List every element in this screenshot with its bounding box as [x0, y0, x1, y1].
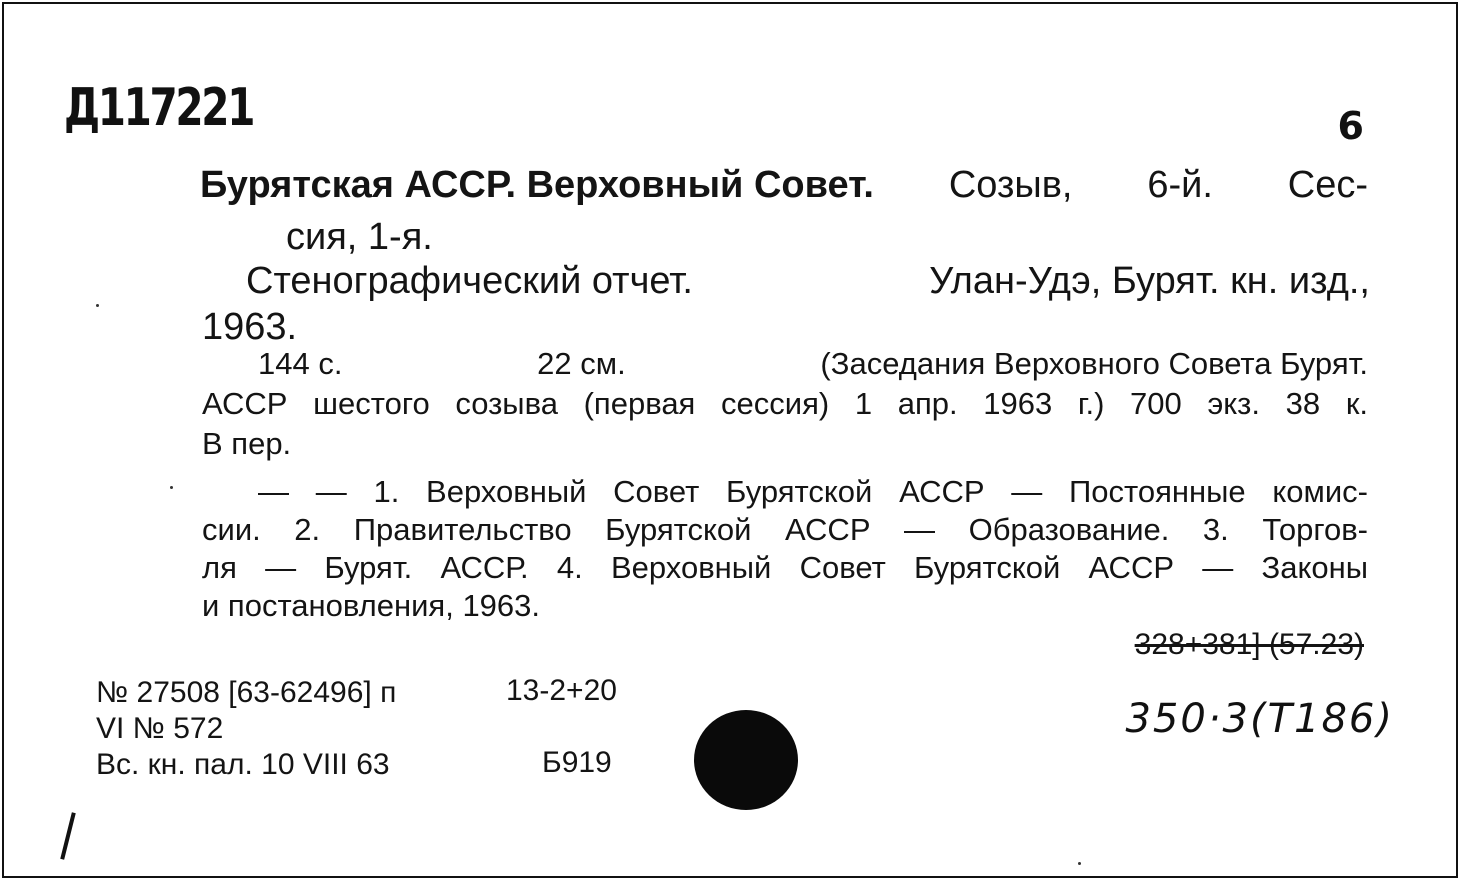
speck	[1078, 862, 1081, 865]
session-start: Сес-	[1287, 164, 1368, 206]
catalog-card	[2, 2, 1458, 878]
footer-index: Б919	[542, 746, 612, 779]
dimensions: 22 см.	[537, 346, 626, 381]
inventory-stamp: Д117221	[64, 78, 254, 138]
classification-handwritten: 350·3(Т186)	[1125, 696, 1394, 742]
subject-headings-line-3: ля — Бурят. АССР. 4. Верховный Совет Бурятской АССР — Законы	[202, 550, 1368, 585]
speck	[170, 486, 173, 489]
pen-mark	[60, 812, 75, 860]
footer-chamber: Вс. кн. пал. 10 VIII 63	[96, 748, 390, 781]
footer-batch: VI № 572	[96, 712, 224, 745]
classification-struck-out: 328+381] (57.23)	[1134, 628, 1364, 661]
punch-hole	[694, 710, 798, 810]
title-imprint-line	[246, 262, 1370, 300]
footer-order-number: № 27508 [63-62496] п	[96, 676, 397, 709]
page-count: 144 с.	[258, 346, 343, 381]
corporate-author: Бурятская АССР. Верховный Совет.	[200, 164, 874, 206]
footer-code: 13-2+20	[506, 674, 617, 707]
series-note-continuation: АССР шестого созыва (первая сессия) 1 апр. 1963 г.) 700 экз. 38 к.	[202, 386, 1368, 421]
subject-headings-line-2: сии. 2. Правительство Бурятской АССР — Образование. 3. Торгов-	[202, 512, 1368, 547]
subject-headings-line-1: — — 1. Верховный Совет Бурятской АССР — Постоянные комис-	[258, 474, 1368, 509]
speck	[96, 304, 99, 307]
title: Стенографический отчет.	[246, 260, 693, 302]
physical-description-line	[258, 348, 1368, 379]
publication-year: 1963.	[202, 306, 298, 348]
convocation-label: Созыв,	[948, 164, 1073, 206]
card-number: 6	[1337, 104, 1364, 148]
binding-note: В пер.	[202, 426, 292, 461]
convocation-number: 6-й.	[1147, 164, 1213, 206]
session-continuation: сия, 1-я.	[286, 216, 433, 258]
imprint: Улан-Удэ, Бурят. кн. изд.,	[929, 260, 1370, 302]
heading-line	[200, 166, 1368, 204]
series-note-start: (Заседания Верховного Совета Бурят.	[820, 346, 1368, 381]
subject-headings-line-4: и постановления, 1963.	[202, 588, 541, 623]
